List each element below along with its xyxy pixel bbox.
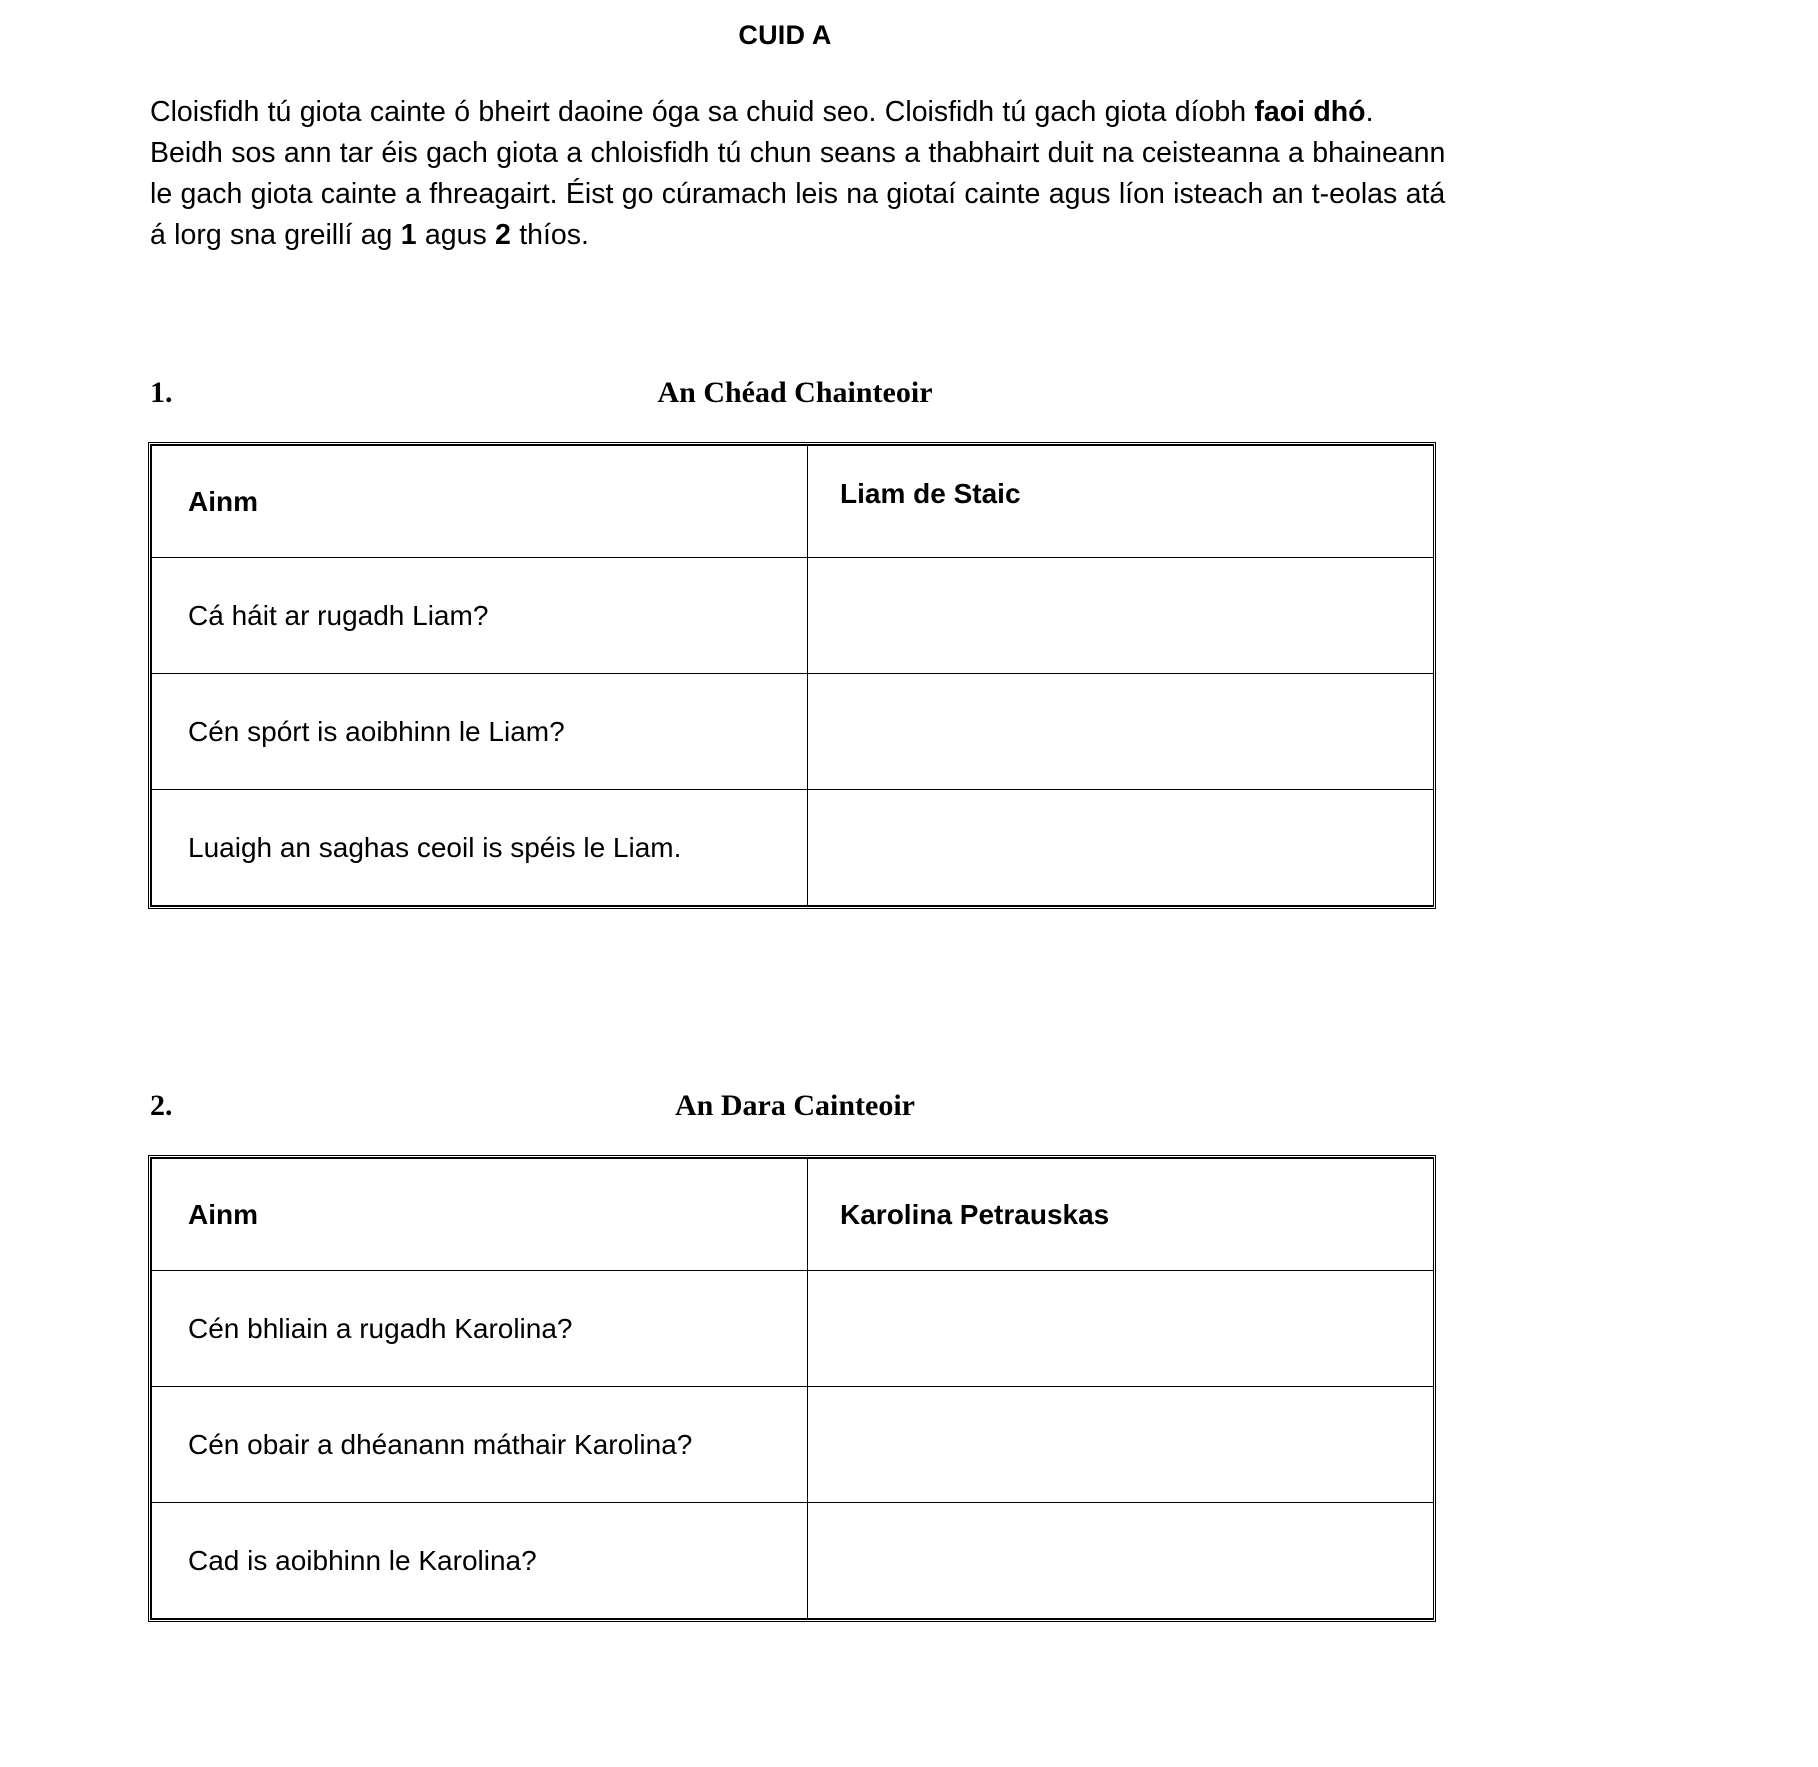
instructions-segment-3: agus <box>416 219 496 251</box>
question-cell: Cén obair a dhéanann máthair Karolina? <box>152 1387 808 1503</box>
table-row <box>152 1387 1434 1503</box>
answer-cell[interactable] <box>808 558 1434 674</box>
table-row <box>152 1271 1434 1387</box>
table-row <box>152 674 1434 790</box>
name-value-cell: Liam de Staic <box>808 446 1434 558</box>
section-title-second-speaker: An Dara Cainteoir <box>675 1089 915 1122</box>
name-label-cell: Ainm <box>152 1159 808 1271</box>
answer-cell[interactable] <box>808 790 1434 906</box>
section-title-first-speaker: An Chéad Chainteoir <box>657 376 933 409</box>
instructions-emphasis-faoi-dho: faoi dhó <box>1254 96 1366 128</box>
instructions-segment-2: . Beidh sos ann tar éis gach giota a chloisfidh tú chun seans a thabhairt duit na ceisteanna a bhaineann le gach giota cainte a fhreagairt. Éist go cúramach leis na giotaí cainte agus líon isteach an t-eolas atá á lorg sna greillí ag <box>150 96 1446 251</box>
second-speaker-table <box>148 1155 1436 1622</box>
table-row <box>152 1159 1434 1271</box>
question-cell: Cá háit ar rugadh Liam? <box>152 558 808 674</box>
answer-cell[interactable] <box>808 674 1434 790</box>
page-title: CUID A <box>738 20 832 50</box>
instructions-paragraph <box>150 92 1454 256</box>
instructions-emphasis-two: 2 <box>495 219 511 251</box>
answer-cell[interactable] <box>808 1271 1434 1387</box>
name-value-cell: Karolina Petrauskas <box>808 1159 1434 1271</box>
answer-cell[interactable] <box>808 1387 1434 1503</box>
question-cell: Cén spórt is aoibhinn le Liam? <box>152 674 808 790</box>
section-number-2: 2. <box>150 1089 173 1122</box>
table-row <box>152 1503 1434 1619</box>
instructions-segment-1: Cloisfidh tú giota cainte ó bheirt daoine óga sa chuid seo. Cloisfidh tú gach giota díobh <box>150 96 1255 128</box>
question-cell: Cén bhliain a rugadh Karolina? <box>152 1271 808 1387</box>
first-speaker-table <box>148 442 1436 909</box>
question-cell: Cad is aoibhinn le Karolina? <box>152 1503 808 1619</box>
instructions-emphasis-one: 1 <box>400 219 417 251</box>
answer-cell[interactable] <box>808 1503 1434 1619</box>
name-label-cell: Ainm <box>152 446 808 558</box>
table-row <box>152 790 1434 906</box>
table-row <box>152 558 1434 674</box>
question-cell: Luaigh an saghas ceoil is spéis le Liam. <box>152 790 808 906</box>
section-number-1: 1. <box>150 376 173 409</box>
table-row <box>152 446 1434 558</box>
instructions-segment-4: thíos. <box>510 219 589 251</box>
